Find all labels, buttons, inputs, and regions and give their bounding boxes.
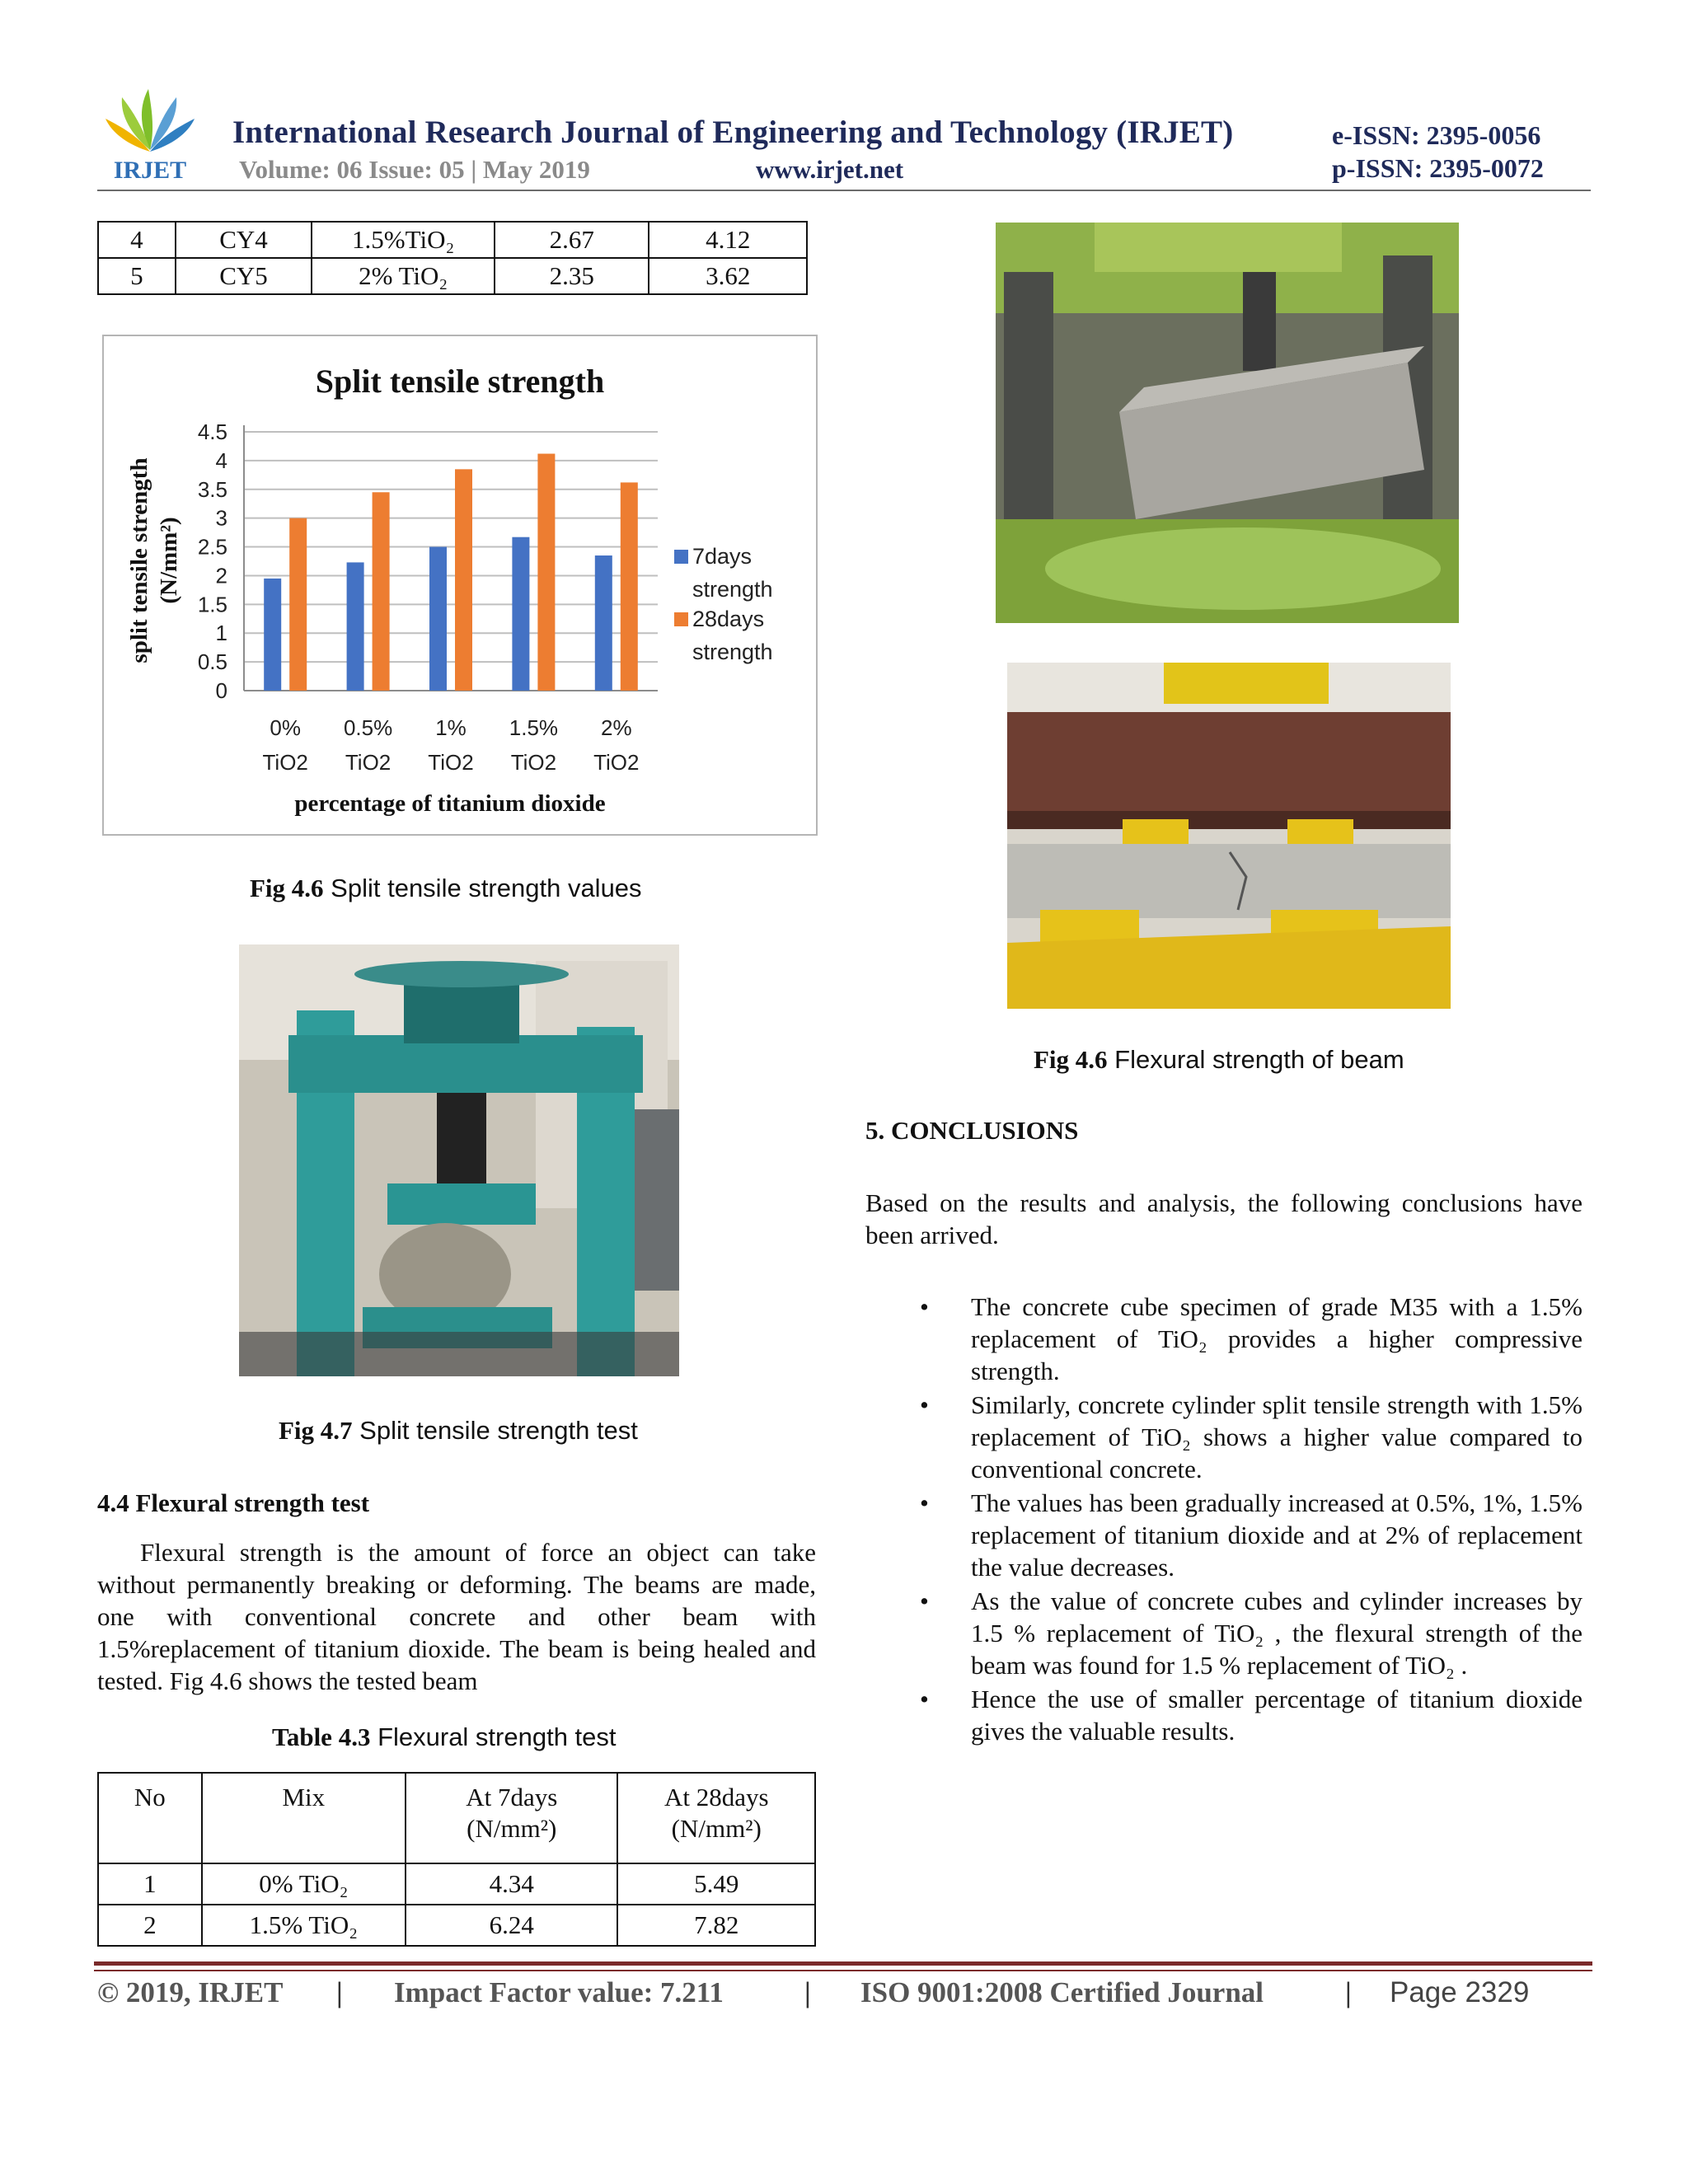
footer-separator: |	[804, 1976, 811, 2008]
list-item	[865, 1291, 1582, 1387]
logo-leaves-icon	[106, 89, 195, 152]
y-axis-label: split tensile strength	[126, 457, 152, 663]
y-tick-label: 3	[215, 505, 227, 531]
header-line: At 7days	[466, 1783, 558, 1811]
footer-separator: |	[1345, 1976, 1352, 2008]
p-issn: p-ISSN: 2395-0072	[1332, 153, 1544, 183]
header-line: (N/mm²)	[467, 1814, 557, 1843]
x-tick-label: TiO2	[428, 750, 474, 775]
fig-4-7-caption	[279, 1416, 638, 1446]
split-tensile-chart	[102, 335, 818, 836]
header-line: At 28days	[663, 1783, 769, 1811]
bar-7days-1	[347, 562, 364, 691]
legend-label: 28days	[692, 607, 765, 631]
x-tick-label: 2%	[601, 715, 632, 740]
table-row	[98, 222, 807, 258]
table-cell: 5	[98, 258, 176, 294]
y-tick-label: 4	[215, 448, 227, 473]
chart-title: Split tensile strength	[315, 363, 605, 400]
caption-text: Flexural strength test	[370, 1722, 617, 1751]
legend-swatch	[674, 612, 688, 626]
table-row	[98, 1905, 815, 1946]
y-tick-label: 1	[215, 621, 227, 646]
footer-impact-factor: Impact Factor value: 7.211	[394, 1976, 724, 2008]
bar-28days-4	[621, 482, 638, 691]
list-item	[865, 1389, 1582, 1485]
table-cell: 4.12	[649, 222, 807, 258]
logo-text: IRJET	[113, 157, 187, 183]
caption-label: Fig 4.6	[1034, 1045, 1108, 1074]
table-cell: 4	[98, 222, 176, 258]
y-tick-label: 2	[215, 563, 227, 588]
x-tick-label: TiO2	[510, 750, 557, 775]
header-divider	[97, 190, 1591, 191]
x-tick-label: 0%	[270, 715, 301, 740]
list-item	[865, 1487, 1582, 1583]
table-cell: 0% TiO₂	[202, 1863, 406, 1905]
bullet-icon: •	[920, 1685, 929, 1713]
bar-28days-2	[455, 469, 472, 691]
table-cell: 2% TiO₂	[312, 258, 495, 294]
irjet-logo	[97, 86, 204, 183]
legend-label: strength	[692, 577, 773, 602]
caption-label: Fig 4.6	[250, 874, 324, 902]
fig-4-6-split-caption	[250, 874, 642, 903]
footer-separator: |	[336, 1976, 343, 2008]
list-item-text: As the value of concrete cubes and cylinder increases by 1.5 % replacement of TiO₂ , the flexural strength of the beam was found for 1.5 % replacement of TiO₂ .	[971, 1586, 1582, 1680]
bar-7days-0	[264, 579, 281, 691]
x-axis-label: percentage of titanium dioxide	[294, 790, 606, 817]
table-header-cell: No	[98, 1773, 202, 1863]
x-tick-label: TiO2	[345, 750, 392, 775]
caption-label: Fig 4.7	[279, 1416, 353, 1445]
table-cell: 2.67	[495, 222, 649, 258]
table-cell: CY5	[176, 258, 312, 294]
e-issn: e-ISSN: 2395-0056	[1332, 120, 1541, 150]
bar-28days-1	[373, 492, 390, 691]
table-header-cell	[406, 1773, 617, 1863]
table-header-cell: Mix	[202, 1773, 406, 1863]
list-item	[865, 1585, 1582, 1681]
beam-test-photo-1	[996, 223, 1459, 623]
x-tick-label: 1.5%	[509, 715, 559, 740]
bullet-icon: •	[920, 1488, 929, 1517]
caption-label: Table 4.3	[272, 1722, 371, 1751]
table-cell: 6.24	[406, 1905, 617, 1946]
y-tick-label: 1.5	[197, 592, 227, 617]
legend-swatch	[674, 550, 688, 564]
bar-28days-0	[289, 518, 307, 691]
list-item	[865, 1683, 1582, 1747]
journal-title: International Research Journal of Engineering and Technology (IRJET)	[232, 115, 1234, 150]
y-axis-unit-label: (N/mm²)	[156, 517, 182, 604]
bar-7days-2	[429, 547, 447, 691]
bullet-icon: •	[920, 1390, 929, 1419]
beam-test-photo-2	[1007, 663, 1451, 1009]
x-tick-label: 0.5%	[343, 715, 393, 740]
y-tick-label: 0.5	[197, 649, 227, 675]
section-heading-flexural: 4.4 Flexural strength test	[97, 1488, 370, 1517]
footer-divider-thin	[94, 1970, 1592, 1971]
x-tick-label: TiO2	[593, 750, 640, 775]
table-header-row	[98, 1773, 815, 1863]
y-tick-label: 0	[215, 678, 227, 703]
table-cell: 2	[98, 1905, 202, 1946]
volume-issue: Volume: 06 Issue: 05 | May 2019	[239, 155, 590, 184]
legend-label: strength	[692, 640, 773, 664]
list-item-text: The concrete cube specimen of grade M35 with a 1.5% replacement of TiO₂ provides a higher compressive strength.	[971, 1292, 1582, 1385]
journal-website-link[interactable]: www.irjet.net	[756, 155, 904, 184]
legend-label: 7days	[692, 544, 753, 569]
footer-page-number: Page 2329	[1390, 1976, 1530, 2008]
list-item-text: The values has been gradually increased at 0.5%, 1%, 1.5% replacement of titanium dioxide and at 2% of replacement the value decreases.	[971, 1488, 1582, 1582]
section-heading-conclusions: 5. CONCLUSIONS	[865, 1116, 1079, 1145]
table-cell: 1	[98, 1863, 202, 1905]
list-item-text: Hence the use of smaller percentage of titanium dioxide gives the valuable results.	[971, 1685, 1582, 1746]
table-cell: 1.5%TiO₂	[312, 222, 495, 258]
chart-canvas	[104, 336, 816, 834]
caption-text: Flexural strength of beam	[1107, 1045, 1404, 1074]
table-cell: 4.34	[406, 1863, 617, 1905]
list-item-text: Similarly, concrete cylinder split tensile strength with 1.5% replacement of TiO₂ shows a higher value compared to conventional concrete.	[971, 1390, 1582, 1483]
x-tick-label: 1%	[435, 715, 467, 740]
caption-text: Split tensile strength test	[352, 1416, 638, 1445]
y-tick-label: 4.5	[197, 419, 227, 444]
conclusions-intro: Based on the results and analysis, the following conclusions have been arrived.	[865, 1188, 1582, 1249]
table-cell: 5.49	[617, 1863, 815, 1905]
table-row	[98, 258, 807, 294]
flexural-strength-table	[97, 1772, 816, 1947]
conclusions-list	[865, 1291, 1582, 1749]
x-tick-label: TiO2	[262, 750, 308, 775]
table-row	[98, 1863, 815, 1905]
header-line: (N/mm²)	[671, 1814, 762, 1843]
footer-iso: ISO 9001:2008 Certified Journal	[860, 1976, 1264, 2008]
y-tick-label: 3.5	[197, 476, 227, 502]
table-cell: 3.62	[649, 258, 807, 294]
bullet-icon: •	[920, 1292, 929, 1321]
bar-28days-3	[537, 454, 555, 691]
y-tick-label: 2.5	[197, 534, 227, 560]
table-header-cell	[617, 1773, 815, 1863]
table-cell: 1.5% TiO₂	[202, 1905, 406, 1946]
caption-text: Split tensile strength values	[323, 874, 642, 902]
fig-4-6-flexural-caption	[1034, 1045, 1404, 1075]
table-cell: CY4	[176, 222, 312, 258]
bar-7days-3	[512, 537, 529, 691]
footer-divider	[94, 1961, 1592, 1966]
bar-7days-4	[595, 555, 612, 691]
bullet-icon: •	[920, 1586, 929, 1615]
flexural-paragraph: Flexural strength is the amount of force an object can take without permanently breaking or deforming. The beams are made, one with conventional concrete and other beam with 1.5%replacement of titanium dioxide. The beam is being healed and tested. Fig 4.6 shows the tested beam	[97, 1538, 816, 1695]
table-4-3-caption	[272, 1722, 617, 1752]
table-cell: 7.82	[617, 1905, 815, 1946]
split-tensile-test-photo	[239, 944, 679, 1376]
table-cell: 2.35	[495, 258, 649, 294]
split-tensile-table	[97, 221, 808, 295]
footer-copyright: © 2019, IRJET	[97, 1976, 284, 2008]
